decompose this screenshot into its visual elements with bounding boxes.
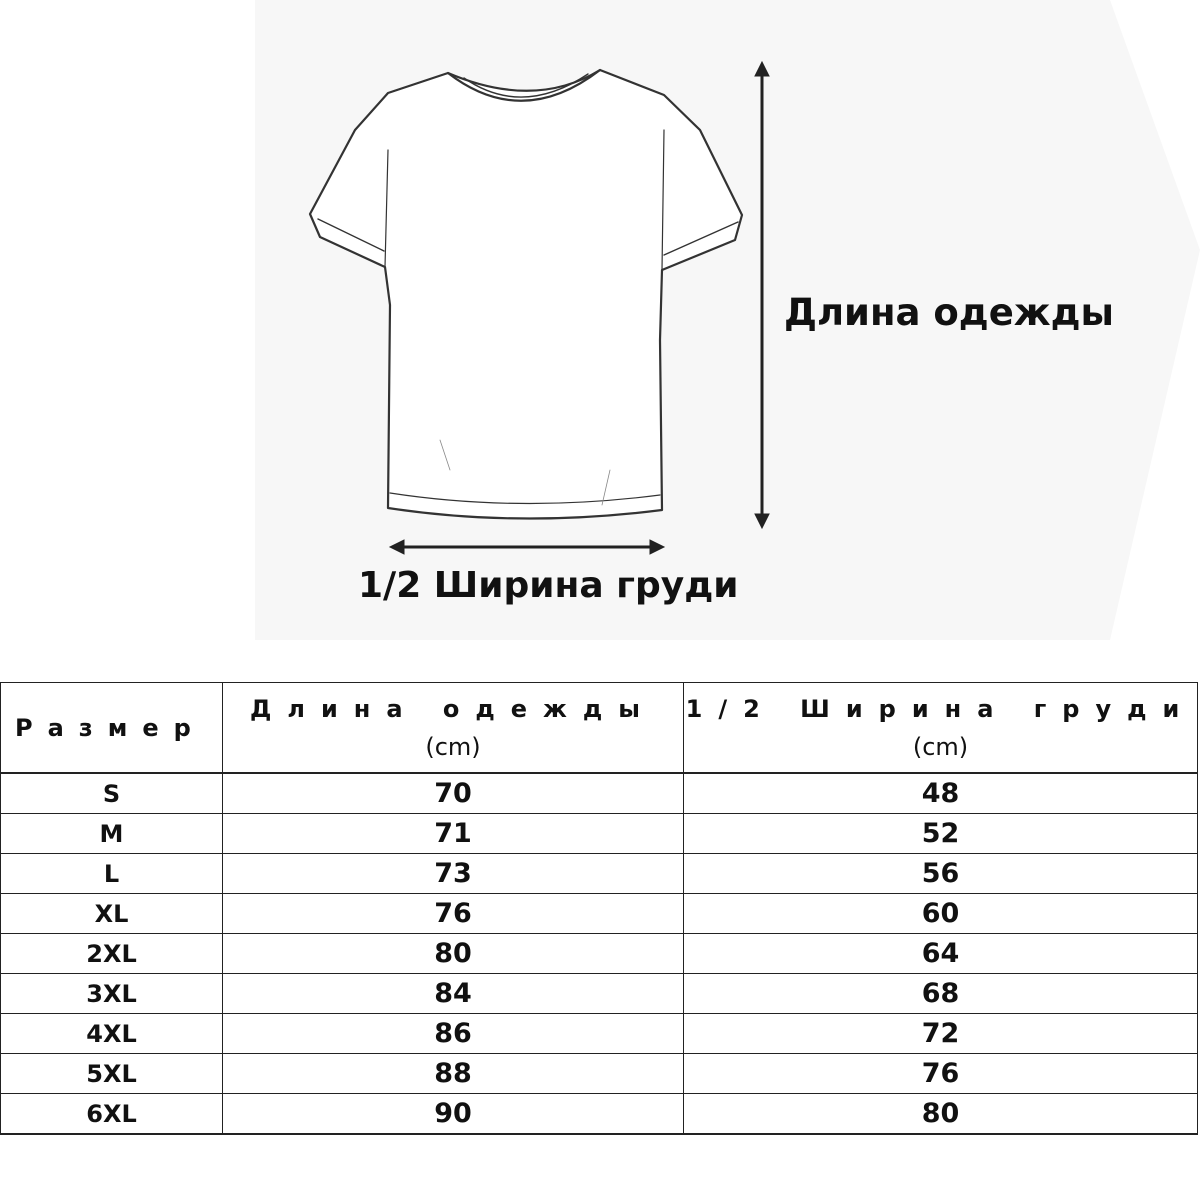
length-cell: 73 — [223, 854, 684, 894]
size-cell: 3XL — [1, 974, 223, 1014]
length-arrow-icon — [755, 62, 769, 528]
chest-cell: 60 — [684, 894, 1198, 934]
size-chart-table — [0, 682, 1198, 1135]
length-cell: 70 — [223, 773, 684, 814]
table-row — [1, 1094, 1198, 1135]
chest-arrow-icon — [390, 540, 664, 554]
chest-cell: 48 — [684, 773, 1198, 814]
length-cell: 88 — [223, 1054, 684, 1094]
chest-cell: 52 — [684, 814, 1198, 854]
length-label: Длина одежды — [784, 291, 1114, 334]
size-cell: L — [1, 854, 223, 894]
length-cell: 90 — [223, 1094, 684, 1135]
size-cell: M — [1, 814, 223, 854]
table-header-row — [1, 683, 1198, 774]
table-row — [1, 814, 1198, 854]
length-cell: 71 — [223, 814, 684, 854]
size-cell: 5XL — [1, 1054, 223, 1094]
chest-cell: 80 — [684, 1094, 1198, 1135]
table-row — [1, 934, 1198, 974]
size-cell: 4XL — [1, 1014, 223, 1054]
chest-cell: 76 — [684, 1054, 1198, 1094]
size-cell: 2XL — [1, 934, 223, 974]
chest-cell: 72 — [684, 1014, 1198, 1054]
length-cell: 76 — [223, 894, 684, 934]
size-cell: 6XL — [1, 1094, 223, 1135]
header-chest — [684, 683, 1198, 774]
chest-width-label: 1/2 Ширина груди — [358, 565, 739, 606]
header-length-label: Длина одежды — [249, 694, 657, 723]
table-row — [1, 1014, 1198, 1054]
length-cell: 86 — [223, 1014, 684, 1054]
chest-cell: 56 — [684, 854, 1198, 894]
tshirt-outline-icon — [310, 70, 742, 519]
header-length — [223, 683, 684, 774]
length-cell: 84 — [223, 974, 684, 1014]
table-row — [1, 854, 1198, 894]
size-cell: S — [1, 773, 223, 814]
table-row — [1, 894, 1198, 934]
header-chest-label: 1/2 Ширина груди — [685, 694, 1196, 723]
table-row — [1, 1054, 1198, 1094]
header-size: Размер — [1, 683, 223, 774]
header-chest-unit: (cm) — [912, 732, 969, 761]
table-row — [1, 974, 1198, 1014]
chest-cell: 68 — [684, 974, 1198, 1014]
chest-cell: 64 — [684, 934, 1198, 974]
length-cell: 80 — [223, 934, 684, 974]
table-row — [1, 773, 1198, 814]
size-cell: XL — [1, 894, 223, 934]
header-length-unit: (cm) — [425, 732, 481, 761]
